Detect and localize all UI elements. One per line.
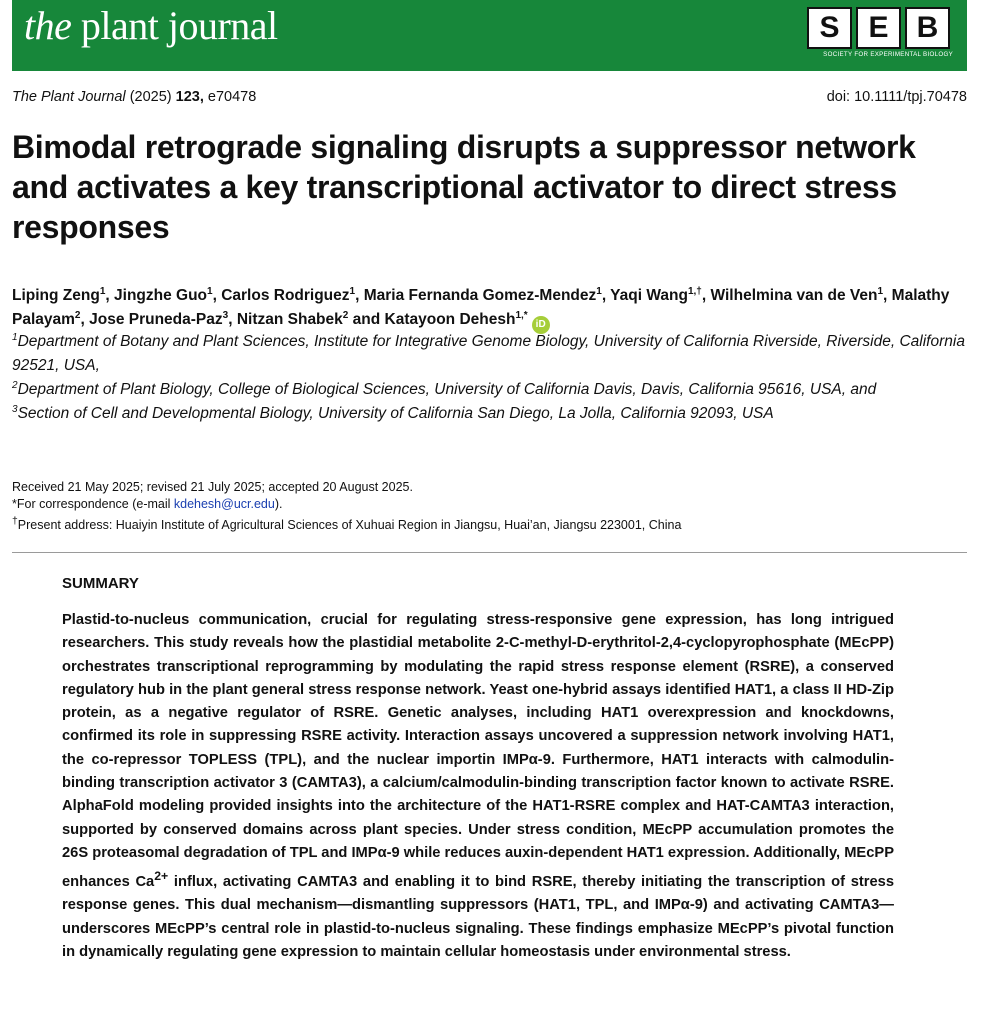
- summary-text: Plastid-to-nucleus communication, crucial for regulating stress-responsive gene expression, has long intrigued researchers. This study reveals how the plastidial metabolite 2-C-methyl-D-erythritol-2,4-cyclopyrophosphate (MEcPP) orchestrates transcriptional reprogramming by modulating the rapid stress response element (RSRE), a conserved regulatory hub in the plant general stress response network. Yeast one-hybrid assays identified HAT1, a class II HD-Zip protein, as a negative regulator of RSRE. Genetic analyses, including HAT1 overexpression and knockdowns, confirmed its role in suppressing RSRE activity. Interaction assays uncovered a suppression network involving HAT1, the co-repressor TOPLESS (TPL), and the nuclear importin IMPα-9. Furthermore, HAT1 interacts with calmodulin-binding transcription activator 3 (CAMTA3), a calcium/calmodulin-binding transcription factor known to activate RSRE. AlphaFold modeling provided insights into the architecture of the HAT1-RSRE complex and HAT-CAMTA3 interaction, supported by conserved domains across plant species. Under stress condition, MEcPP accumulation promotes the 26S proteasomal degradation of TPL and IMPα-9 while reduces auxin-dependent HAT1 expression. Additionally, MEcPP enhances $Ca^{2+}$ influx, activating CAMTA3 and enabling it to bind RSRE, thereby initiating the transcription of stress response genes. This dual mechanism—dismantling suppressors (HAT1, TPL, and IMPα-9) and activating CAMTA3—underscores MEcPP’s central role in plastid-to-nucleus signaling. These findings emphasize MEcPP’s pivotal function in dynamically regulating gene expression to maintain cellular homeostasis under environmental stress.: [62, 612, 894, 961]
- citation: The Plant Journal (2025) 123, e70478: [12, 89, 257, 105]
- seb-letter-s: S: [807, 7, 852, 49]
- correspondence-email[interactable]: kdehesh@ucr.edu: [173, 497, 275, 511]
- seb-letter-e: E: [856, 7, 901, 49]
- author[interactable]: Katayoon Dehesh$^{1,*}$: [384, 309, 528, 328]
- seb-logo[interactable]: [807, 7, 953, 58]
- author[interactable]: Maria Fernanda Gomez-Mendez$^1$: [363, 285, 602, 304]
- seb-subtitle: SOCIETY FOR EXPERIMENTAL BIOLOGY: [823, 51, 953, 58]
- author[interactable]: Malathy Palayam$^2$: [12, 287, 950, 328]
- citation-row: [12, 89, 967, 105]
- correspondence: *For correspondence (e-mail kdehesh@ucr.edu).: [12, 497, 283, 511]
- orcid-icon[interactable]: iD: [532, 316, 550, 334]
- section-divider: [12, 552, 967, 553]
- affiliation: $^3$Section of Cell and Developmental Biology, University of California San Diego, La Jolla, California 92093, USA: [12, 403, 774, 422]
- affiliation: $^2$Department of Plant Biology, College of Biological Sciences, University of California Davis, Davis, California 95616, USA, and: [12, 379, 877, 398]
- article-title: Bimodal retrograde signaling disrupts a suppressor network and activates a key transcriptional activator to direct stress responses: [12, 129, 916, 245]
- journal-banner: [12, 0, 967, 71]
- author[interactable]: Jose Pruneda-Paz$^3$: [89, 309, 229, 328]
- author[interactable]: Liping Zeng$^1$: [12, 285, 106, 304]
- author[interactable]: Yaqi Wang$^{1,\dagger}$: [610, 285, 702, 304]
- doi[interactable]: doi: 10.1111/tpj.70478: [826, 89, 967, 105]
- affiliation: $^1$Department of Botany and Plant Sciences, Institute for Integrative Genome Biology, University of California Riverside, Riverside, California 92521, USA,: [12, 331, 965, 374]
- journal-logo[interactable]: the plant journal: [24, 3, 278, 48]
- affiliations: [12, 330, 972, 426]
- author[interactable]: Wilhelmina van de Ven$^1$: [710, 285, 884, 304]
- author[interactable]: Carlos Rodriguez$^1$: [221, 285, 356, 304]
- author[interactable]: Jingzhe Guo$^1$: [114, 285, 213, 304]
- seb-letter-b: B: [905, 7, 950, 49]
- received-dates: Received 21 May 2025; revised 21 July 2025; accepted 20 August 2025.: [12, 480, 413, 494]
- author[interactable]: Nitzan Shabek$^2$: [236, 309, 349, 328]
- summary-heading: SUMMARY: [62, 575, 139, 592]
- author-list: Liping Zeng$^1$, Jingzhe Guo$^1$, Carlos Rodriguez$^1$, Maria Fernanda Gomez-Mendez$^1$, Yaqi Wang$^{1,\dagger}$, Wilhelmina van de Ven$^1$, Malathy Palayam$^2$, Jose Pruneda-Paz$^3$, Nitzan Shabek$^2$ and Katayoon Dehesh$^{1,*}$iD: [12, 284, 972, 334]
- present-address: †Present address: Huaiyin Institute of Agricultural Sciences of Xuhuai Region in Jiangsu, Huai’an, Jiangsu 223001, China: [12, 516, 682, 533]
- article-notes: [12, 479, 972, 534]
